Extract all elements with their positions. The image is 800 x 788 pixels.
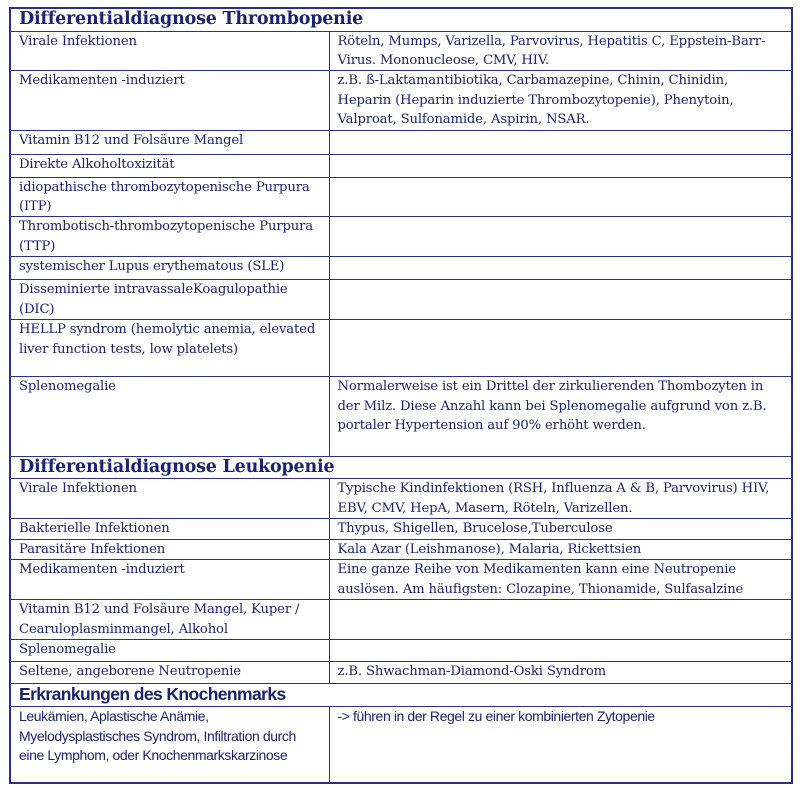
table-row [10,71,792,130]
table-row [10,217,792,257]
cause-cell: Vitamin B12 und Folsäure Mangel, Kuper / Cearuloplasminmangel, Alkohol [10,600,329,640]
table-row [10,600,792,640]
cause-cell: Medikamenten -induziert [10,71,329,130]
cause-cell: Virale Infektionen [10,479,329,519]
cause-cell: systemischer Lupus erythematous (SLE) [10,257,329,280]
cause-cell: Disseminierte intravassaleKoagulopathie (DIC) [10,280,329,320]
detail-cell: Normalerweise ist ein Drittel der zirkulierenden Thombozyten in der Milz. Diese Anzahl kann bei Splenomegalie aufgrund von z.B. portaler Hypertension auf 90% erhöht werden. [329,377,792,457]
table-row [10,377,792,457]
cause-cell: Parasitäre Infektionen [10,539,329,559]
section-title-knochenmark: Erkrankungen des Knochenmarks [10,684,792,707]
section-header-row [10,457,792,479]
table-row [10,707,792,783]
cause-cell: Splenomegalie [10,377,329,457]
table-row [10,280,792,320]
cause-cell: Bakterielle Infektionen [10,518,329,539]
table-row [10,662,792,684]
detail-cell [329,640,792,662]
table-row [10,518,792,539]
detail-cell [329,130,792,154]
cause-cell: HELLP syndrom (hemolytic anemia, elevated liver function tests, low platelets) [10,320,329,377]
table-row [10,320,792,377]
cause-cell: Vitamin B12 und Folsäure Mangel [10,130,329,154]
table-row [10,560,792,600]
section-title-leukopenie: Differentialdiagnose Leukopenie [10,457,792,479]
detail-cell: Kala Azar (Leishmanose), Malaria, Rickettsien [329,539,792,559]
detail-cell: Röteln, Mumps, Varizella, Parvovirus, Hepatitis C, Eppstein-Barr-Virus. Mononucleose, CMV, HIV. [329,31,792,71]
cause-cell: Leukämien, Aplastische Anämie, Myelodysplastisches Syndrom, Infiltration durch eine Lymphom, oder Knochenmarkskarzinose [10,707,329,783]
detail-cell: Eine ganze Reihe von Medikamenten kann eine Neutropenie auslösen. Am häufigsten: Clozapine, Thionamide, Sulfasalzine [329,560,792,600]
section-title-thrombopenie: Differentialdiagnose Thrombopenie [10,8,792,31]
detail-cell: Thypus, Shigellen, Brucelose,Tuberculose [329,518,792,539]
cause-cell: Direkte Alkoholtoxizität [10,154,329,177]
section-header-row [10,684,792,707]
cause-cell: Thrombotisch-thrombozytopenische Purpura (TTP) [10,217,329,257]
table-row [10,539,792,559]
cause-cell: Medikamenten -induziert [10,560,329,600]
cause-cell: Virale Infektionen [10,31,329,71]
detail-cell [329,217,792,257]
table-row [10,479,792,519]
detail-cell: -> führen in der Regel zu einer kombinierten Zytopenie [329,707,792,783]
table-row [10,130,792,154]
cause-cell: Splenomegalie [10,640,329,662]
detail-cell: z.B. Shwachman-Diamond-Oski Syndrom [329,662,792,684]
table-row [10,31,792,71]
detail-cell [329,154,792,177]
detail-cell: z.B. ß-Laktamantibiotika, Carbamazepine, Chinin, Chinidin, Heparin (Heparin induzierte Thrombozytopenie), Phenytoin, Valproat, Sulfonamide, Aspirin, NSAR. [329,71,792,130]
detail-cell [329,177,792,217]
table-row [10,154,792,177]
detail-cell [329,320,792,377]
differential-diagnosis-table [9,7,793,784]
cause-cell: Seltene, angeborene Neutropenie [10,662,329,684]
detail-cell [329,257,792,280]
table-row [10,640,792,662]
table-row [10,257,792,280]
detail-cell [329,280,792,320]
section-header-row [10,8,792,31]
table-row [10,177,792,217]
cause-cell: idiopathische thrombozytopenische Purpura (ITP) [10,177,329,217]
detail-cell [329,600,792,640]
detail-cell: Typische Kindinfektionen (RSH, Influenza A & B, Parvovirus) HIV, EBV, CMV, HepA, Masern, Röteln, Varizellen. [329,479,792,519]
